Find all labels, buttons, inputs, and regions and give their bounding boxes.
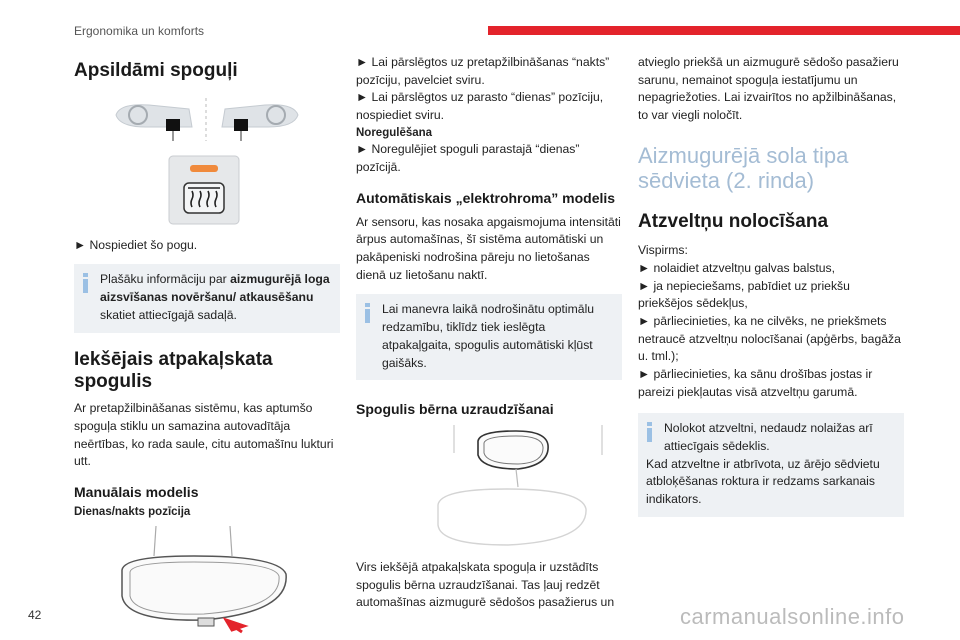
- info-box-reverse: [356, 294, 622, 380]
- heading-rear-bench: Aizmugurējā sola tipa sēdvieta (2. rinda): [638, 142, 849, 194]
- heading-interior-mirror: Iekšējais atpakaļskata spogulis: [74, 348, 273, 393]
- info1-text-bold: aizmugurējā loga aizsvīšanas novēršanu/ atkausēšanu: [100, 272, 330, 305]
- press-button-text: ► Nospiediet šo pogu.: [74, 237, 198, 252]
- info-icon: [646, 422, 653, 442]
- info2-text: Lai manevra laikā nodrošinātu optimālu redzamību, tiklīdz tiek ieslēgta atpakaļgaita, spogulis automātiski kļūst gaišāks.: [382, 302, 595, 370]
- day-night-label: Dienas/nakts pozīcija: [74, 505, 191, 518]
- header-accent-bar: [488, 26, 960, 35]
- column-2: [356, 54, 622, 612]
- fold-step-4: ► pārliecinieties, ka sānu drošības jostas ir pareizi piekļautas visā atzveltņu garumā.: [638, 366, 873, 399]
- info-icon: [364, 303, 371, 323]
- watermark: carmanualsonline.info: [680, 604, 905, 629]
- heading-fold-backrests: Atzveltņu nolocīšana: [638, 211, 829, 233]
- interior-mirror-text: Ar pretapžilbināšanas sistēmu, kas aptumšo spoguļa stiklu un samazina autovadītāja neērtības, ko rada saule, citu automašīnu lukturi utt.: [74, 401, 334, 469]
- mirror-pair-illustration: [74, 93, 340, 143]
- first-label: Vispirms:: [638, 243, 688, 258]
- fold-step-2: ► ja nepieciešams, pabīdiet uz priekšu priekšējos sēdekļus,: [638, 278, 850, 311]
- child-mirror-text: Virs iekšējā atpakaļskata spoguļa ir uzstādīts spogulis bērna uzraudzīšanai. Tas ļauj redzēt automašīnas aizmugurē sēdošos pasažierus un: [356, 560, 615, 610]
- auto-model-text: Ar sensoru, kas nosaka apgaismojuma intensitāti ārpus automašīnas, šī sistēma automātiski un pakāpeniski nodrošina pāreju no lietošanas dienā uz lietošanu naktī.: [356, 214, 621, 282]
- day-position-text: ► Lai pārslēgtos uz parasto “dienas” pozīciju, nospiediet sviru.: [356, 90, 604, 123]
- heading-auto-model: Automātiskais „elektrohroma” modelis: [356, 189, 616, 206]
- child-mirror-continued-text: atvieglo priekšā un aizmugurē sēdošo pasažieru sarunu, nemainot spoguļa iestatījumu un nepagriežoties. Lai izvairītos no apžilbināšanas, to var viegli noločīt.: [638, 55, 899, 123]
- heading-child-mirror: Spogulis bērna uzraudzīšanai: [356, 401, 554, 418]
- page-number: 42: [28, 608, 42, 622]
- info1-text-c: skatiet attiecīgajā sadaļā.: [100, 307, 237, 322]
- heading-manual-model: Manuālais modelis: [74, 483, 199, 500]
- fold-step-1: ► nolaidiet atzveltņu galvas balstus,: [638, 260, 836, 275]
- rearview-mirror-illustration: [74, 526, 340, 638]
- info-box-fold: [638, 413, 904, 516]
- info-icon: [82, 273, 89, 293]
- defrost-button-illustration: [74, 155, 340, 227]
- child-mirror-illustration: [356, 425, 622, 555]
- info1-text-a: Plašāku informāciju par: [100, 272, 231, 287]
- no-adjust-label: Noregulēšana: [356, 126, 433, 139]
- section-header: Ergonomika un komforts: [74, 24, 205, 38]
- column-1: [74, 54, 340, 638]
- night-position-text: ► Lai pārslēgtos uz pretapžilbināšanas “nakts” pozīciju, pavelciet sviru.: [356, 55, 610, 87]
- fold-step-3: ► pārliecinieties, ka ne cilvēks, ne priekšmets netraucē atzveltņu nolocīšanai (apģērbs, bagāža u. tml.);: [638, 313, 901, 364]
- no-adjust-text: ► Noregulējiet spoguli parastajā “dienas” pozīcijā.: [356, 142, 580, 175]
- info3-text: Nolokot atzveltni, nedaudz nolaižas arī attiecīgais sēdeklis.: [664, 421, 873, 454]
- info3-text-b: Kad atzveltne ir atbrīvota, uz ārējo sēdvietu atbloķēšanas roktura ir redzams sarkanais indikators.: [646, 456, 880, 507]
- heading-heated-mirrors: Apsildāmi spoguļi: [74, 60, 238, 81]
- info-box-defrost: [74, 264, 340, 332]
- column-3: [638, 54, 904, 517]
